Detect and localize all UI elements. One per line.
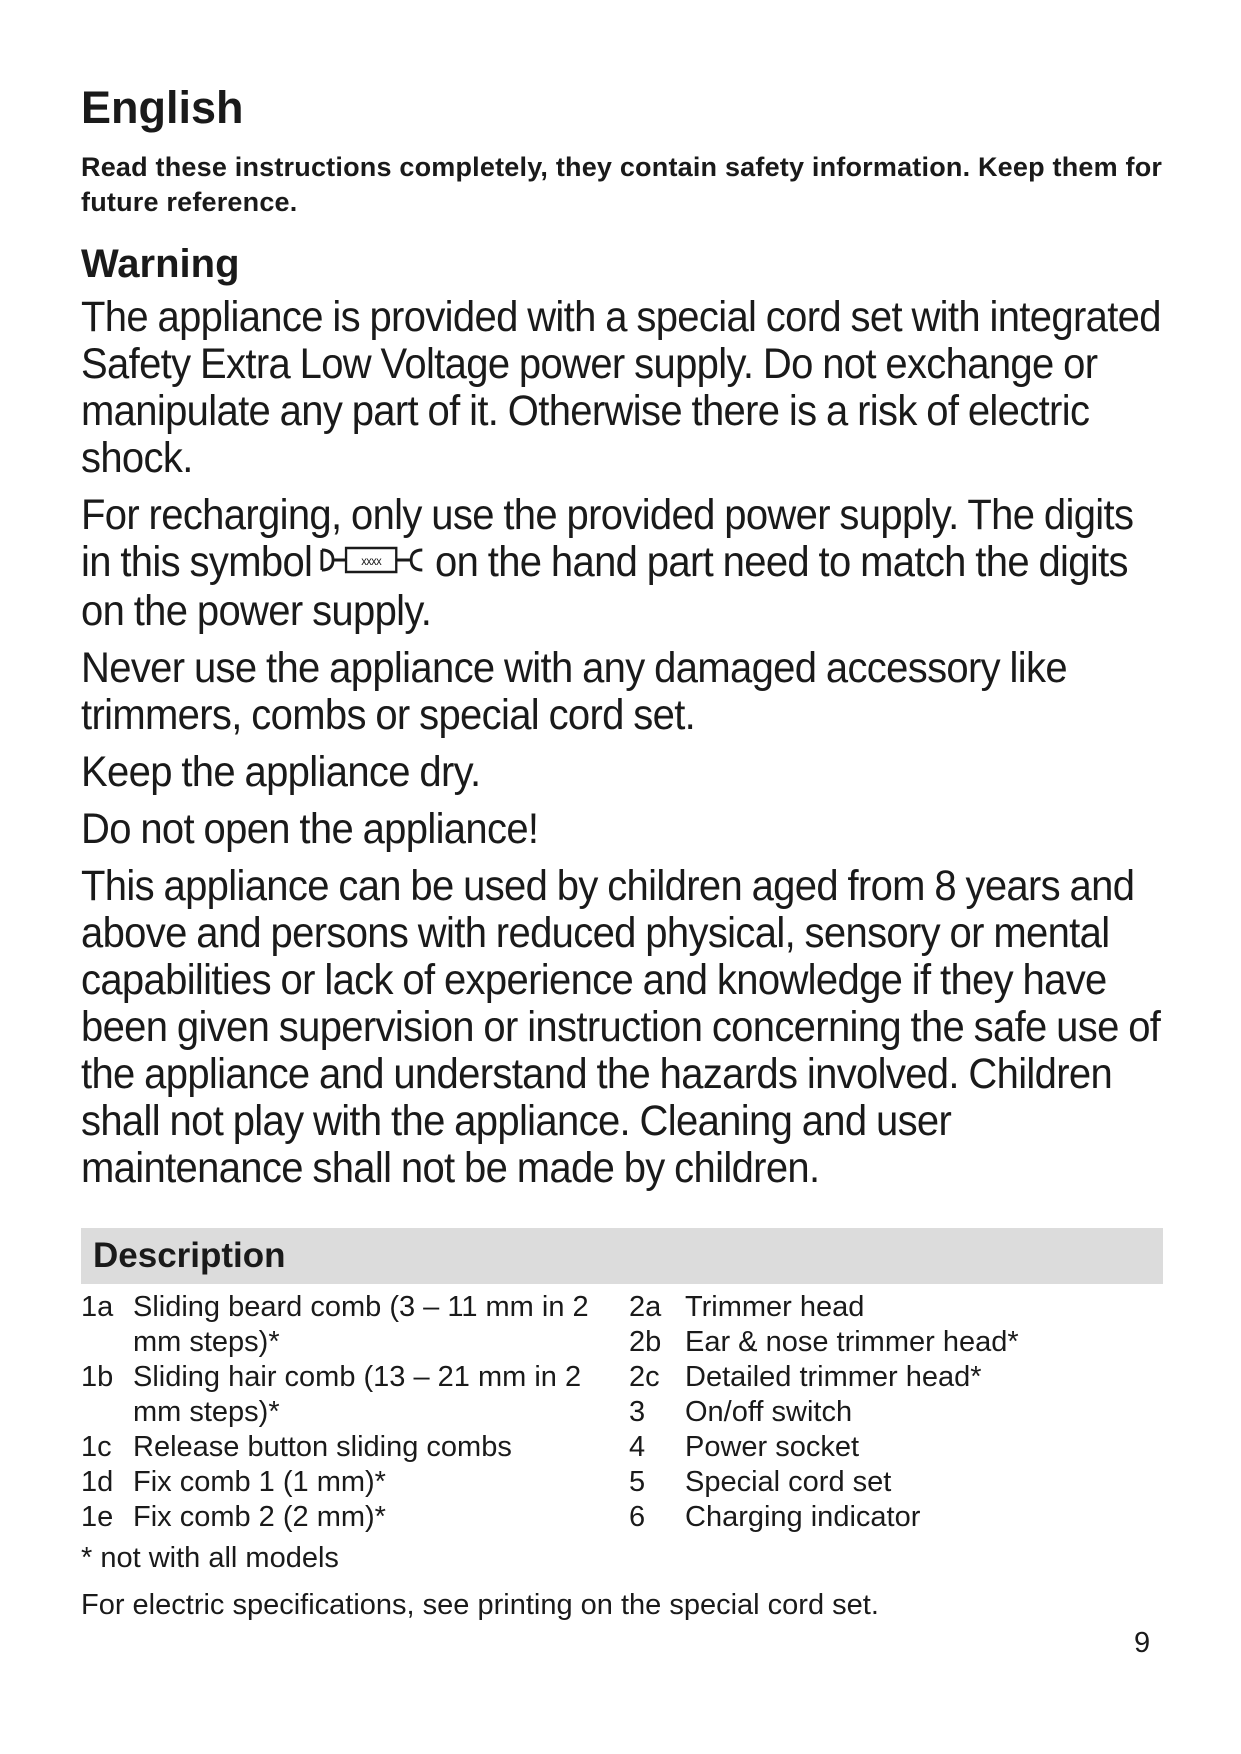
warning-paragraph: [81, 492, 1171, 635]
part-label: Sliding hair comb (13 – 21 mm in 2 mm steps)*: [133, 1361, 582, 1428]
description-heading: Description: [93, 1236, 286, 1275]
part-label: Charging indicator: [685, 1501, 921, 1533]
part-label: Trimmer head: [685, 1291, 865, 1323]
warning-paragraph: Never use the appliance with any damaged accessory like trimmers, combs or special cord set.: [81, 644, 1067, 740]
part-label: Power socket: [685, 1431, 860, 1463]
part-label: Ear & nose trimmer head*: [685, 1326, 1019, 1358]
cord-set-symbol-icon: [318, 541, 430, 588]
warning-heading: Warning: [81, 242, 240, 286]
part-code: 1e: [81, 1501, 114, 1533]
language-heading: English: [81, 82, 244, 133]
parts-column-left: [81, 1290, 621, 1535]
part-label: Detailed trimmer head*: [685, 1361, 982, 1393]
part-code: 2a: [629, 1291, 662, 1323]
warning-paragraph: The appliance is provided with a special cord set with integrated Safety Extra Low Voltage power supply. Do not exchange or manipulate any part of it. Otherwise there is a risk of electric shock.: [81, 293, 1161, 482]
part-label: Release button sliding combs: [133, 1431, 512, 1463]
description-header-bar: [81, 1228, 1163, 1284]
warning-paragraph: This appliance can be used by children aged from 8 years and above and persons with reduced physical, sensory or mental capabilities or lack of experience and knowledge if they have been given supervision or instruction concerning the safe use of the appliance and understand the hazards involved. Children shall not play with the appliance. Cleaning and user maintenance shall not be made by children.: [81, 862, 1161, 1193]
page-number: 9: [1134, 1627, 1151, 1659]
parts-column-right: [629, 1290, 1169, 1535]
symbol-digits: xxxx: [361, 555, 381, 569]
part-label: Sliding beard comb (3 – 11 mm in 2 mm steps)*: [133, 1291, 589, 1358]
models-footnote: * not with all models: [81, 1542, 339, 1574]
intro-text: Read these instructions completely, they contain safety information. Keep them for future reference.: [81, 152, 1163, 217]
warning-text: on the hand part need to match the digits on the power supply.: [81, 538, 1128, 636]
part-code: 2c: [629, 1361, 660, 1393]
warning-paragraph: Keep the appliance dry.: [81, 748, 481, 797]
part-code: 3: [629, 1396, 646, 1428]
part-item: [629, 1325, 1169, 1360]
manual-page: [81, 0, 1167, 1754]
part-item: [629, 1290, 1169, 1325]
part-code: 5: [629, 1466, 646, 1498]
warning-text: For recharging, only use the provided power supply. The digits in this symbol: [81, 491, 1134, 586]
part-item: [81, 1430, 621, 1465]
part-code: 1c: [81, 1431, 112, 1463]
part-label: Fix comb 2 (2 mm)*: [133, 1501, 386, 1533]
part-item: [81, 1290, 621, 1360]
warning-paragraph: Do not open the appliance!: [81, 805, 539, 854]
part-item: [629, 1360, 1169, 1395]
part-code: 1b: [81, 1361, 114, 1393]
part-item: [629, 1430, 1169, 1465]
electric-spec-note: For electric specifications, see printing on the special cord set.: [81, 1589, 879, 1621]
part-item: [629, 1395, 1169, 1430]
warning-paragraphs: [81, 294, 1171, 1202]
part-item: [81, 1500, 621, 1535]
part-item: [81, 1360, 621, 1430]
part-code: 4: [629, 1431, 646, 1463]
part-label: On/off switch: [685, 1396, 853, 1428]
part-item: [629, 1500, 1169, 1535]
part-code: 1d: [81, 1466, 114, 1498]
part-code: 2b: [629, 1326, 662, 1358]
part-item: [629, 1465, 1169, 1500]
part-label: Special cord set: [685, 1466, 892, 1498]
part-item: [81, 1465, 621, 1500]
part-label: Fix comb 1 (1 mm)*: [133, 1466, 386, 1498]
part-code: 1a: [81, 1291, 114, 1323]
part-code: 6: [629, 1501, 646, 1533]
